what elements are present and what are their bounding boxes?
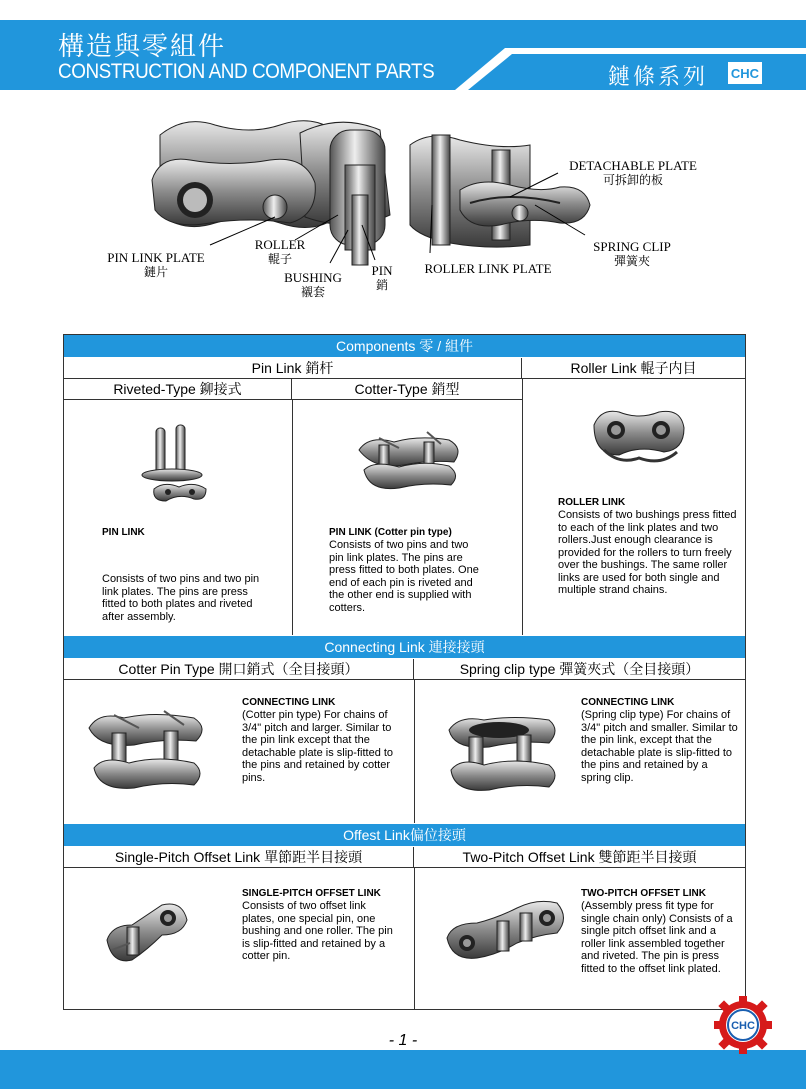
label-detachable-plate-en: DETACHABLE PLATE (569, 158, 697, 173)
label-pin (362, 263, 402, 293)
connecting-cotter-title: CONNECTING LINK (242, 697, 336, 708)
roller-link-image (589, 400, 689, 475)
divider (522, 379, 523, 635)
label-detachable-plate-zh: 可拆卸的板 (602, 173, 663, 187)
label-bushing-en: BUSHING (284, 270, 342, 285)
connecting-cotter-text: (Cotter pin type) For chains of 3/4" pitch and larger. Similar to the pin link except that the detachable plate is slip-fitted to the pins and retained by cotter pins. (242, 709, 394, 784)
single-offset-text: Consists of two offset link plates, one special pin, one bushing and one roller. The pin is slip-fitted and retained by a cotter pin. (242, 900, 393, 962)
label-roller-en: ROLLER (254, 237, 306, 252)
riveted-type-header: Riveted-Type 鉚接式 (64, 379, 292, 400)
components-table (63, 334, 746, 1010)
connecting-spring-text: (Spring clip type) For chains of 3/4" pitch and smaller. Similar to the pin link, except that the detachable plate is slip-fitted to the pins and retained by a spring clip. (581, 709, 738, 784)
label-roller (245, 237, 315, 267)
two-offset-title: TWO-PITCH OFFSET LINK (581, 888, 706, 899)
label-pin-en: PIN (371, 263, 393, 278)
single-pitch-header: Single-Pitch Offset Link 單節距半目接頭 (64, 847, 414, 868)
spring-clip-type-header: Spring clip type 彈簧夾式（全目接頭） (414, 659, 745, 680)
label-pin-zh: 銷 (375, 278, 388, 292)
label-pin-link-plate-en: PIN LINK PLATE (107, 250, 205, 265)
two-offset-image (442, 893, 572, 973)
pin-link-header: Pin Link 銷杆 (64, 358, 522, 379)
header-title-zh: 構造與零組件 (58, 32, 227, 62)
riveted-pin-link-image (134, 423, 224, 513)
divider (414, 680, 415, 823)
page-number: - 1 - (388, 1032, 418, 1049)
connecting-header: Connecting Link 連接接頭 (64, 636, 745, 658)
label-roller-zh: 輥子 (267, 252, 292, 266)
riveted-title: PIN LINK (102, 527, 145, 538)
two-offset-text: (Assembly press fit type for single chain only) Consists of a single pitch offset link and a roller link assembled together and riveted. The pin is press fitted to the offset link plated. (581, 900, 733, 975)
svg-text:CHC: CHC (730, 66, 760, 81)
divider (292, 400, 293, 635)
connecting-spring-image (439, 695, 564, 795)
label-roller-link-plate-en: ROLLER LINK PLATE (424, 261, 552, 276)
label-spring-clip-zh: 彈簧夾 (613, 254, 650, 268)
connecting-cotter-image (84, 693, 214, 793)
cotter-text: Consists of two pins and two pin link plates. The pins are press fitted to both plates. One end of each pin is riveted and the other end is supplied with cotters. (329, 539, 479, 614)
label-spring-clip (572, 239, 692, 269)
label-bushing-zh: 襯套 (300, 285, 325, 299)
cotter-title: PIN LINK (Cotter pin type) (329, 527, 452, 538)
label-detachable-plate (558, 158, 708, 188)
label-roller-link-plate (413, 261, 563, 276)
header-series: 鏈條系列 (608, 65, 709, 90)
chc-logo-text: CHC (731, 1020, 755, 1032)
cotter-type-header: Cotter-Type 銷型 (292, 379, 522, 400)
footer-band (0, 1050, 806, 1089)
chc-gear-logo (712, 994, 774, 1056)
connecting-spring-title: CONNECTING LINK (581, 697, 675, 708)
single-offset-image (102, 895, 192, 975)
header-chc-logo (728, 62, 762, 84)
single-offset-title: SINGLE-PITCH OFFSET LINK (242, 888, 381, 899)
offset-header: Offest Link偏位接頭 (64, 824, 745, 846)
cotter-pin-link-image (349, 420, 469, 495)
roller-link-header: Roller Link 輥子内目 (522, 358, 745, 379)
components-header: Components 零 / 組件 (64, 335, 745, 357)
two-pitch-header: Two-Pitch Offset Link 雙節距半目接頭 (414, 847, 745, 868)
label-pin-link-plate (96, 250, 216, 280)
label-bushing (277, 270, 349, 300)
header-title-en: CONSTRUCTION AND COMPONENT PARTS (58, 60, 435, 83)
label-spring-clip-en: SPRING CLIP (593, 239, 671, 254)
divider (414, 868, 415, 1009)
cotter-pin-type-header: Cotter Pin Type 開口銷式（全目接頭） (64, 659, 414, 680)
roller-title: ROLLER LINK (558, 497, 626, 508)
roller-text: Consists of two bushings press fitted to each of the link plates and two rollers.Just enough clearance is provided for the rollers to turn freely over the bushings. The same roller links are used for both single and multiple strand chains. (558, 509, 737, 596)
label-pin-link-plate-zh: 鏈片 (143, 265, 168, 279)
riveted-text: Consists of two pins and two pin link plates. The pins are press fitted to both plates and riveted after assembly. (102, 573, 260, 623)
